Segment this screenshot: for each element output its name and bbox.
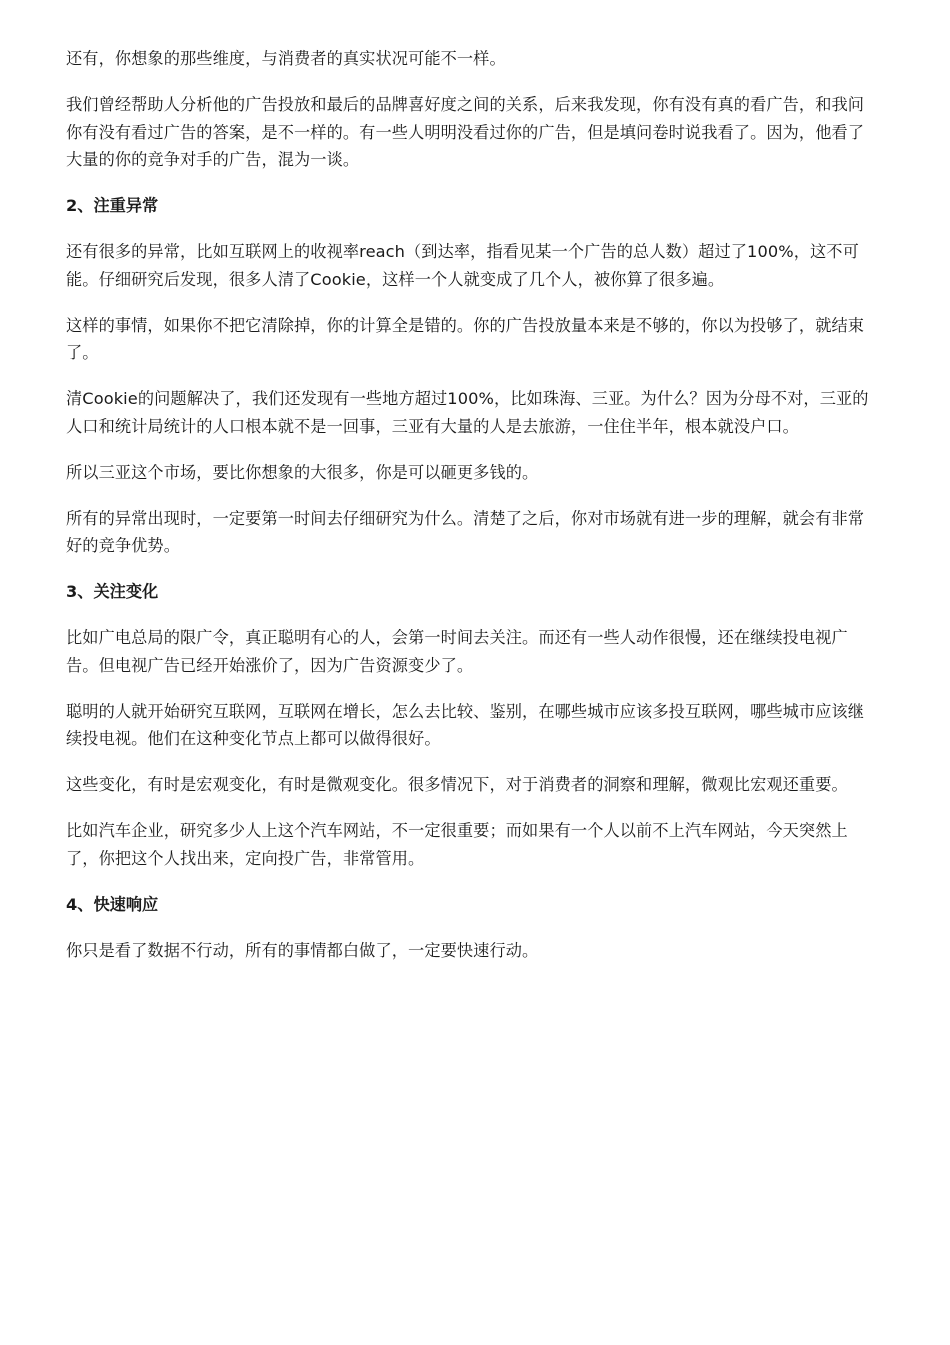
paragraph: 这样的事情，如果你不把它清除掉，你的计算全是错的。你的广告投放量本来是不够的，你以为投够了，就结束了。 [66,315,865,362]
paragraph: 我们曾经帮助人分析他的广告投放和最后的品牌喜好度之间的关系，后来我发现，你有没有真的看广告，和我问你有没有看过广告的答案，是不一样的。有一些人明明没看过你的广告，但是填问卷时说我看了。因为，他看了大量的你的竞争对手的广告，混为一谈。 [66,95,865,169]
paragraph: 清Cookie的问题解决了，我们还发现有一些地方超过100%，比如珠海、三亚。为什么？因为分母不对，三亚的人口和统计局统计的人口根本就不是一回事，三亚有大量的人是去旅游，一住住半年，根本就没户口。 [66,389,869,436]
section-heading: 3、关注变化 [66,582,159,601]
paragraph: 比如汽车企业，研究多少人上这个汽车网站，不一定很重要；而如果有一个人以前不上汽车网站，今天突然上了，你把这个人找出来，定向投广告，非常管用。 [66,821,848,868]
section-heading: 4、快速响应 [66,894,159,914]
paragraph: 还有很多的异常，比如互联网上的收视率reach（到达率，指看见某一个广告的总人数）超过了100%，这不可能。仔细研究后发现，很多人清了Cookie，这样一个人就变成了几个人，被你算了很多遍。 [66,242,859,289]
paragraph: 所以三亚这个市场，要比你想象的大很多，你是可以砸更多钱的。 [66,462,539,482]
paragraph: 聪明的人就开始研究互联网，互联网在增长，怎么去比较、鉴别，在哪些城市应该多投互联网，哪些城市应该继续投电视。他们在这种变化节点上都可以做得很好。 [66,701,865,748]
paragraph: 所有的异常出现时，一定要第一时间去仔细研究为什么。清楚了之后，你对市场就有进一步的理解，就会有非常好的竞争优势。 [66,508,865,555]
paragraph: 还有，你想象的那些维度，与消费者的真实状况可能不一样。 [66,49,506,68]
section-heading: 2、注重异常 [66,196,159,215]
document-body [66,45,876,983]
paragraph: 这些变化，有时是宏观变化，有时是微观变化。很多情况下，对于消费者的洞察和理解，微观比宏观还重要。 [66,775,848,794]
paragraph: 你只是看了数据不行动，所有的事情都白做了，一定要快速行动。 [66,940,539,960]
paragraph: 比如广电总局的限广令，真正聪明有心的人，会第一时间去关注。而还有一些人动作很慢，还在继续投电视广告。但电视广告已经开始涨价了，因为广告资源变少了。 [66,628,848,675]
